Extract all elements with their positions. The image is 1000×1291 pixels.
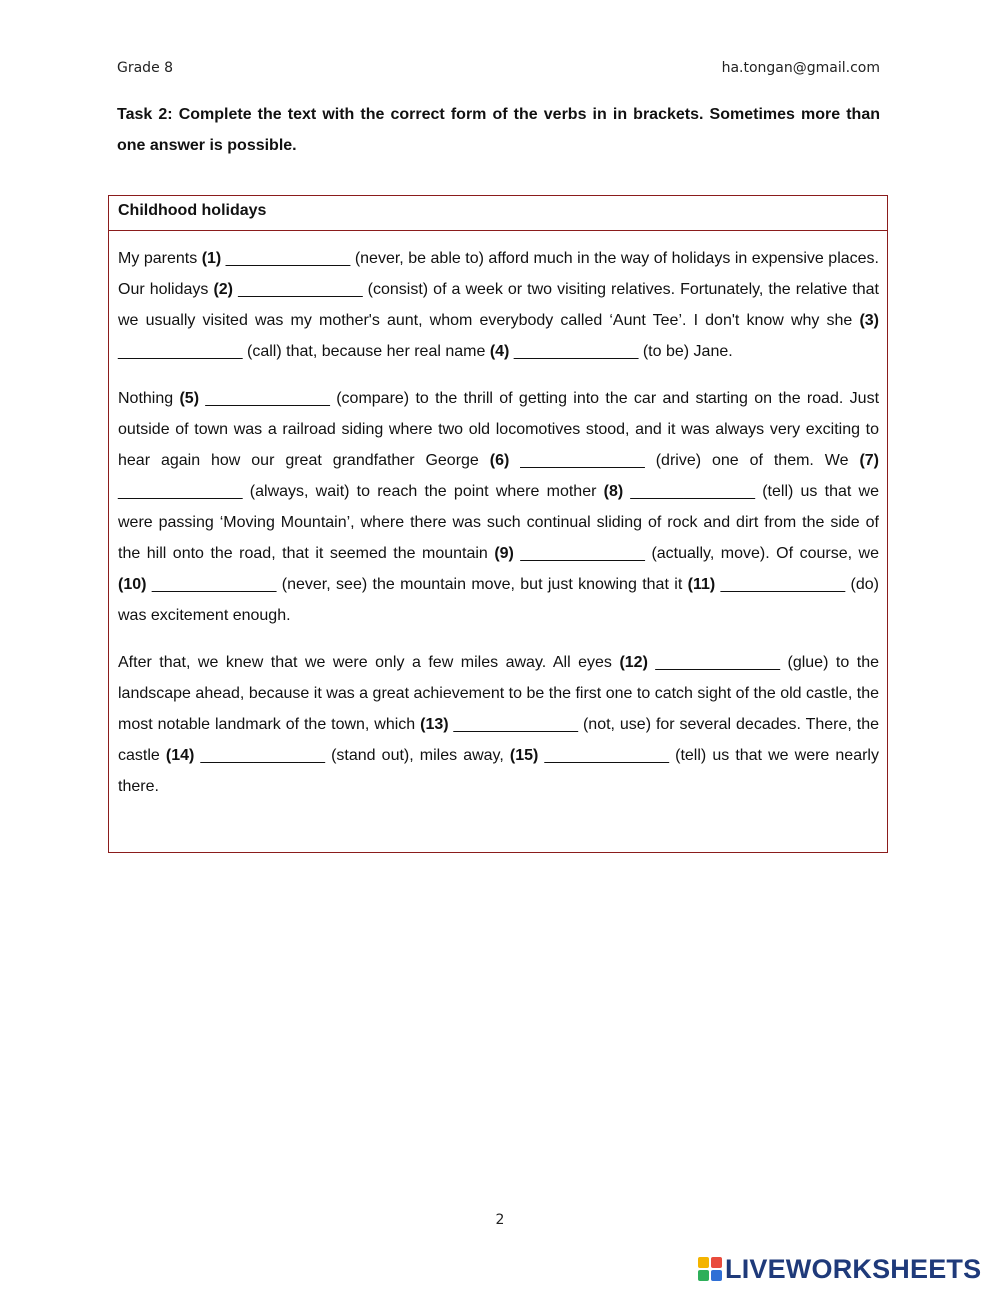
page-header <box>117 60 880 80</box>
answer-blank[interactable]: ______________ <box>655 654 780 671</box>
answer-blank[interactable]: ______________ <box>225 250 351 267</box>
logo-tile <box>711 1257 722 1268</box>
grade-label: Grade 8 <box>117 60 174 76</box>
answer-blank[interactable]: ______________ <box>520 545 645 562</box>
answer-blank[interactable]: ______________ <box>205 390 330 407</box>
passage-text: (stand out), miles away, <box>325 747 510 764</box>
question-number: (6) <box>489 452 510 469</box>
passage-text: My parents <box>118 250 202 267</box>
logo-text: LIVEWORKSHEETS <box>725 1254 982 1284</box>
passage-paragraph-1 <box>118 243 879 367</box>
passage-text: (never, see) the mountain move, but just knowing that it <box>276 576 688 593</box>
passage-text: (do) was excitement enough. <box>118 576 879 624</box>
question-number: (1) <box>201 250 222 267</box>
answer-blank[interactable]: ______________ <box>118 343 243 360</box>
question-number: (15) <box>509 747 539 764</box>
passage-body <box>109 231 887 802</box>
page-number: 2 <box>495 1212 505 1228</box>
passage-text: (drive) one of them. We <box>644 452 860 469</box>
question-number: (7) <box>859 452 879 469</box>
question-number: (13) <box>420 716 449 733</box>
answer-blank[interactable]: ______________ <box>453 716 579 733</box>
passage-text: (tell) us that we were nearly there. <box>118 747 879 795</box>
passage-text: Nothing <box>118 390 180 407</box>
question-number: (3) <box>859 312 879 329</box>
passage-text: (always, wait) to reach the point where mother <box>242 483 604 500</box>
question-number: (8) <box>603 483 624 500</box>
answer-blank[interactable]: ______________ <box>720 576 846 593</box>
answer-blank[interactable]: ______________ <box>118 483 243 500</box>
logo-tile <box>698 1270 709 1281</box>
passage-box <box>108 195 888 853</box>
passage-paragraph-2 <box>118 383 879 631</box>
passage-text: (call) that, because her real name <box>242 343 490 360</box>
question-number: (12) <box>619 654 648 671</box>
logo-tile <box>711 1270 722 1281</box>
answer-blank[interactable]: ______________ <box>544 747 670 764</box>
answer-blank[interactable]: ______________ <box>238 281 363 298</box>
passage-text: (compare) to the thrill of getting into the car and starting on the road. Just outside of town was a railroad siding where two old locomotives stood, and it was always very exciting to hear again how our great grandfather George <box>118 390 880 469</box>
passage-text: (not, use) for several decades. There, the castle <box>118 716 879 764</box>
answer-blank[interactable]: ______________ <box>513 343 639 360</box>
passage-text: (actually, move). Of course, we <box>644 545 879 562</box>
passage-title: Childhood holidays <box>109 196 887 231</box>
logo-tile <box>698 1257 709 1268</box>
question-number: (5) <box>179 390 200 407</box>
question-number: (9) <box>494 545 514 562</box>
passage-text: After that, we knew that we were only a few miles away. All eyes <box>118 654 620 671</box>
answer-blank[interactable]: ______________ <box>200 747 326 764</box>
logo-mark-icon <box>698 1257 722 1281</box>
passage-text: (never, be able to) afford much in the way of holidays in expensive places. Our holidays <box>118 250 879 298</box>
answer-blank[interactable]: ______________ <box>630 483 755 500</box>
question-number: (14) <box>165 747 195 764</box>
passage-text: (glue) to the landscape ahead, because it was a great achievement to be the first one to catch sight of the old castle, the most notable landmark of the town, which <box>118 654 879 733</box>
answer-blank[interactable]: ______________ <box>151 576 277 593</box>
question-number: (11) <box>687 576 716 593</box>
answer-blank[interactable]: ______________ <box>520 452 645 469</box>
question-number: (4) <box>489 343 510 360</box>
task-instruction: Task 2: Complete the text with the correct form of the verbs in in brackets. Sometimes more than one answer is possible. <box>117 106 880 154</box>
passage-paragraph-3 <box>118 647 879 802</box>
question-number: (2) <box>213 281 234 298</box>
question-number: (10) <box>118 576 147 593</box>
passage-text: (consist) of a week or two visiting relatives. Fortunately, the relative that we usually visited was my mother's aunt, whom everybody called ‘Aunt Tee’. I don't know why she <box>118 281 880 329</box>
passage-text: (tell) us that we were passing ‘Moving Mountain’, where there was such continual sliding of rock and dirt from the side of the hill onto the road, that it seemed the mountain <box>118 483 879 562</box>
author-email: ha.tongan@gmail.com <box>721 60 880 76</box>
passage-text: (to be) Jane. <box>638 343 733 360</box>
